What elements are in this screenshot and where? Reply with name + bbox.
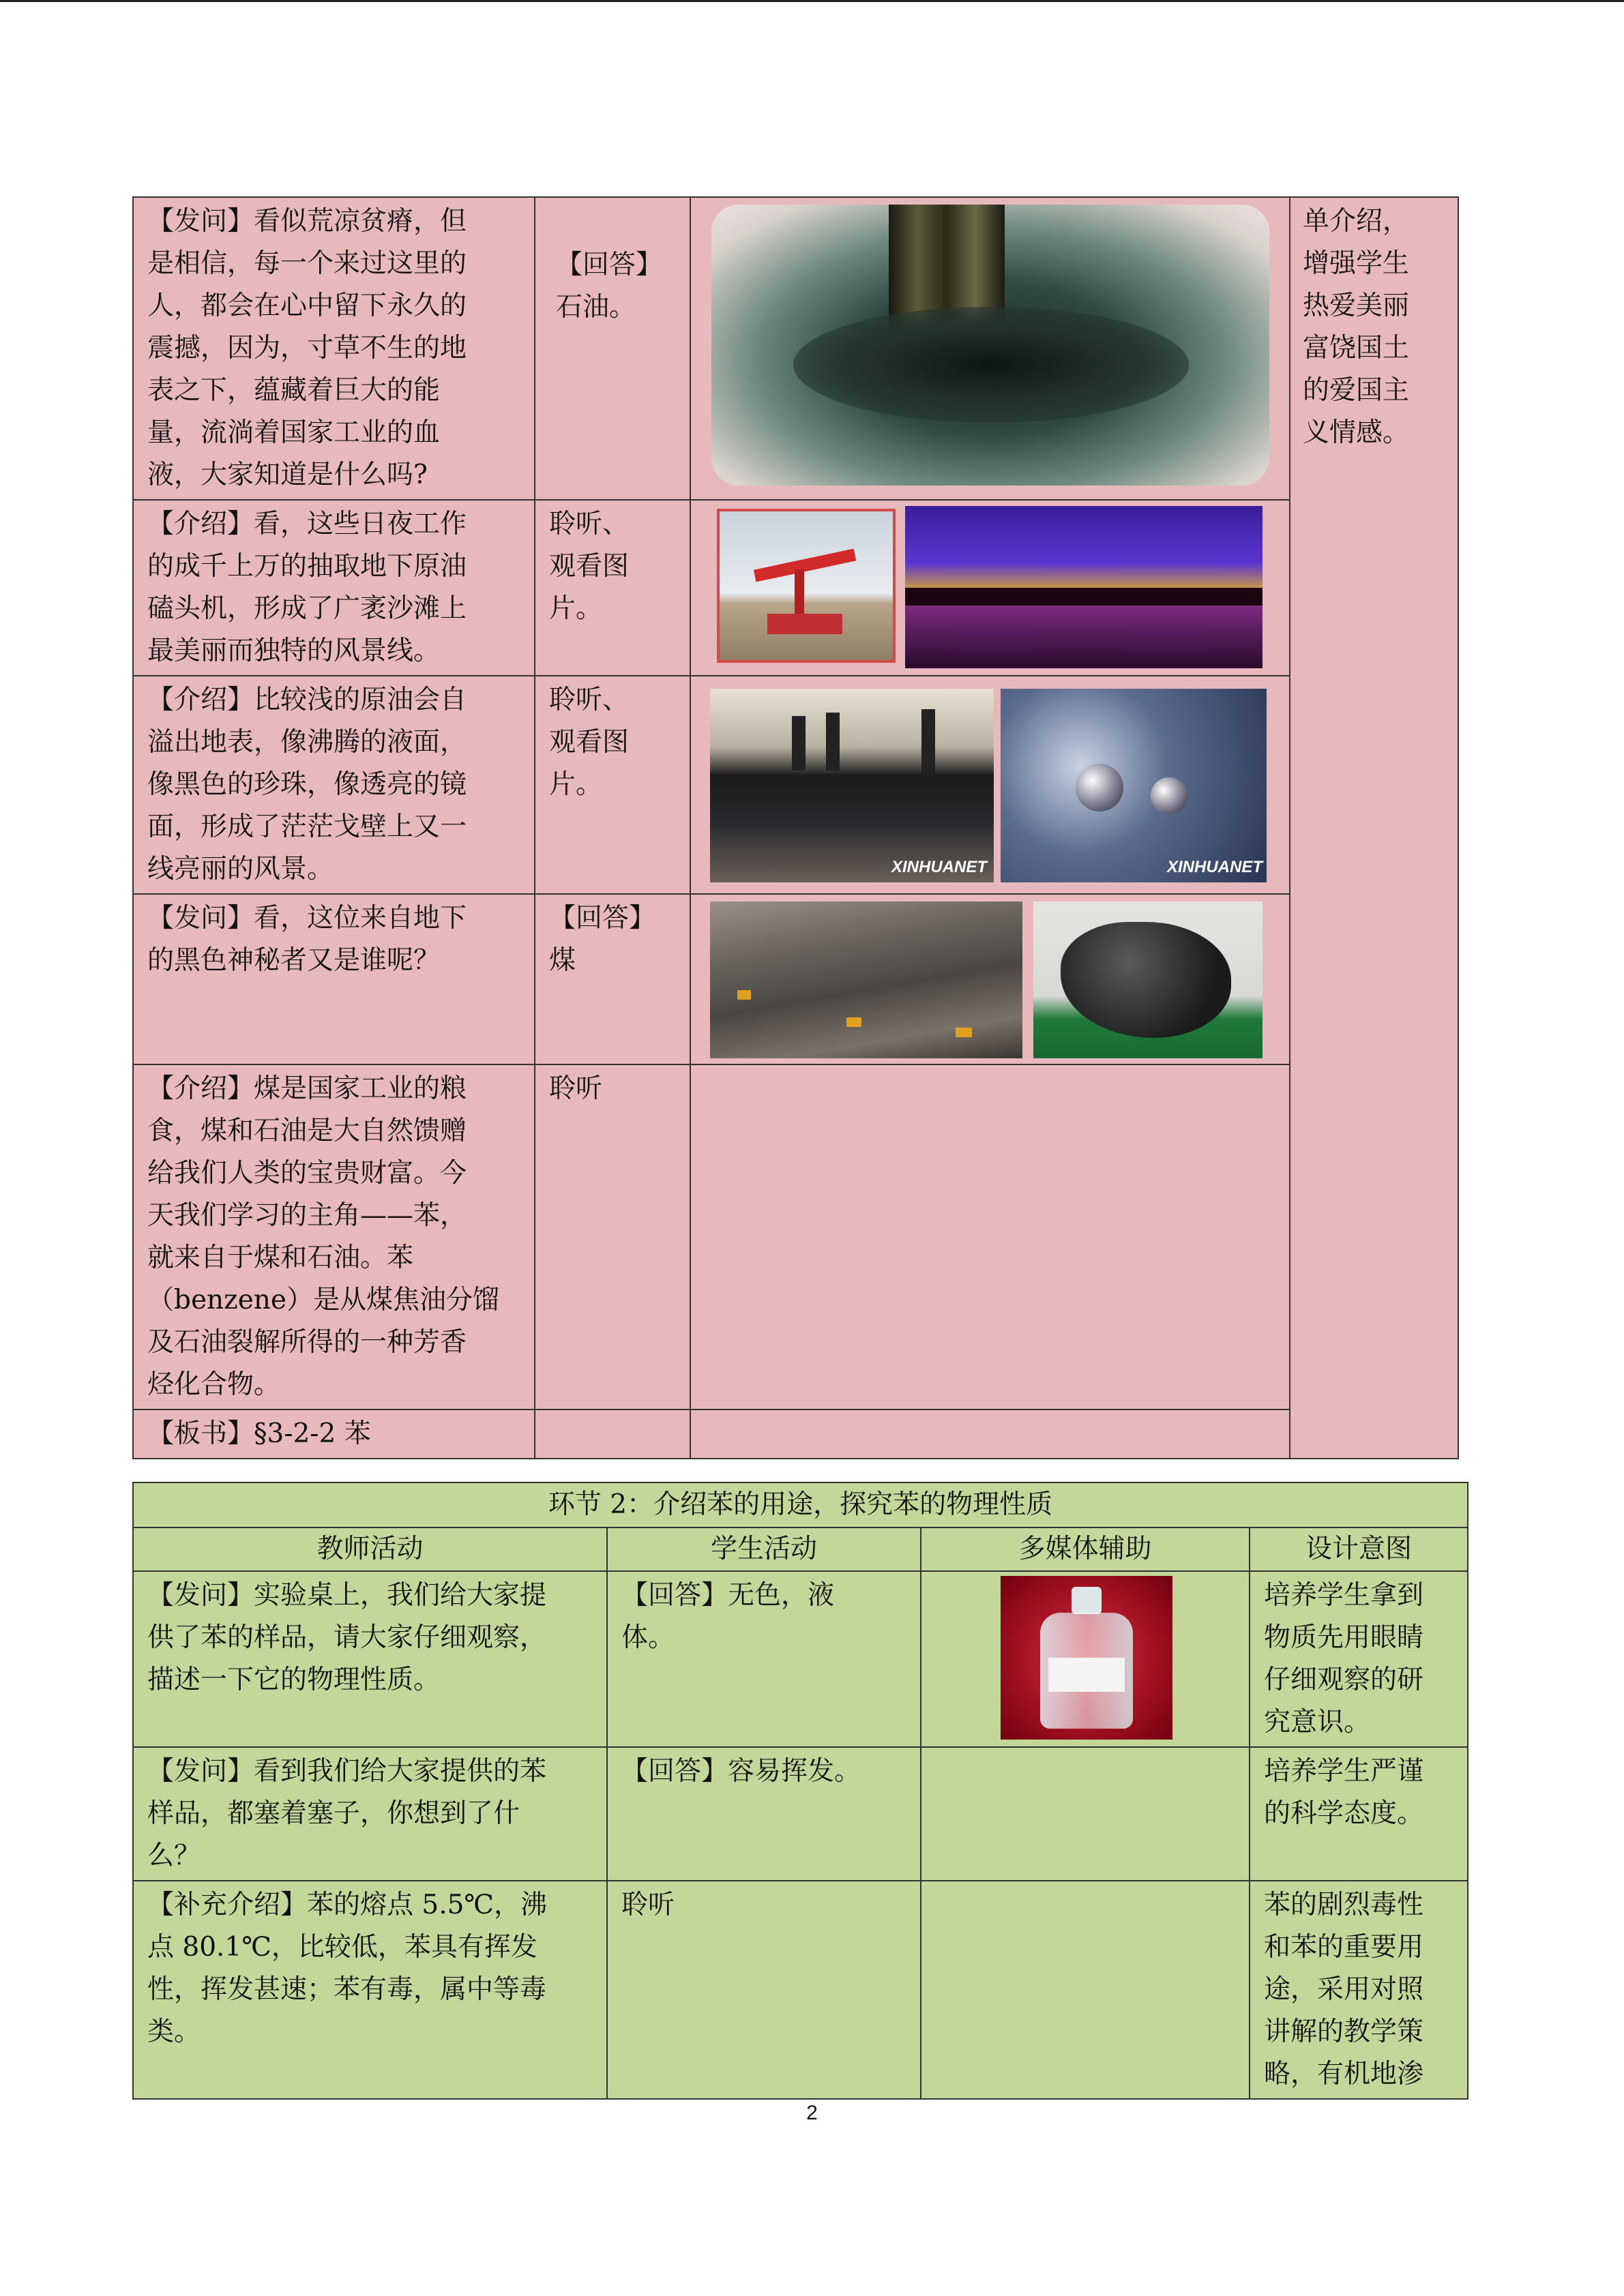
column-header-teacher: 教师活动 (133, 1527, 607, 1571)
column-header-multimedia: 多媒体辅助 (921, 1527, 1250, 1571)
teacher-activity-cell: 【发问】实验桌上，我们给大家提 供了苯的样品，请大家仔细观察， 描述一下它的物理性质。 (133, 1571, 607, 1747)
multimedia-cell (921, 1881, 1250, 2099)
multimedia-cell (690, 197, 1290, 500)
teacher-activity-cell: 【介绍】煤是国家工业的粮 食，煤和石油是大自然馈赠 给我们人类的宝贵财富。今 天我们学习的主角——苯， 就来自于煤和石油。苯 （benzene）是从煤焦油分馏 及石油裂解所得的一种芳香 烃化合物。 (133, 1064, 535, 1410)
multimedia-cell (690, 676, 1290, 894)
design-intent-cell: 培养学生拿到 物质先用眼睛 仔细观察的研 究意识。 (1250, 1571, 1468, 1747)
oil-bubbles-image (1001, 689, 1267, 882)
page-top-border (0, 0, 1624, 2)
watermark-text: XINHUANET (891, 858, 987, 876)
student-activity-cell: 【回答】 煤 (535, 894, 690, 1064)
page-number: 2 (806, 2102, 818, 2124)
teacher-activity-cell: 【介绍】比较浅的原油会自 溢出地表，像沸腾的液面， 像黑色的珍珠，像透亮的镜 面，形成了茫茫戈壁上又一 线亮丽的风景。 (133, 676, 535, 894)
multimedia-cell (690, 1410, 1290, 1459)
coal-mine-image (710, 901, 1022, 1058)
student-activity-cell: 聆听、 观看图 片。 (535, 676, 690, 894)
pumpjacks-sunset-image (905, 506, 1263, 668)
student-activity-cell: 【回答】无色，液 体。 (607, 1571, 921, 1747)
multimedia-cell (690, 1064, 1290, 1410)
multimedia-cell (921, 1571, 1250, 1747)
teacher-activity-cell: 【发问】看似荒凉贫瘠，但 是相信，每一个来过这里的 人，都会在心中留下永久的 震撼，因为，寸草不生的地 表之下，蕴藏着巨大的能 量，流淌着国家工业的血 液，大家知道是什么吗? (133, 197, 535, 500)
oil-gusher-image (711, 205, 1269, 486)
benzene-bottle-image (1001, 1576, 1172, 1740)
teacher-activity-cell: 【发问】看到我们给大家提供的苯 样品，都塞着塞子，你想到了什 么？ (133, 1747, 607, 1881)
design-intent-cell: 苯的剧烈毒性 和苯的重要用 途，采用对照 讲解的教学策 略，有机地渗 (1250, 1881, 1468, 2099)
lesson-table-section2 (132, 1482, 1468, 2100)
oil-pool-people-image (710, 689, 994, 882)
blackboard-cell: 【板书】§3-2-2 苯 (133, 1410, 535, 1459)
design-intent-cell: 单介绍， 增强学生 热爱美丽 富饶国土 的爱国主 义情感。 (1290, 197, 1458, 1459)
teacher-activity-cell: 【介绍】看，这些日夜工作 的成千上万的抽取地下原油 磕头机，形成了广袤沙滩上 最美丽而独特的风景线。 (133, 500, 535, 676)
teacher-activity-cell: 【发问】看，这位来自地下 的黑色神秘者又是谁呢？ (133, 894, 535, 1064)
student-activity-cell (535, 1410, 690, 1459)
section-title: 环节 2：介绍苯的用途，探究苯的物理性质 (133, 1482, 1468, 1527)
column-header-intent: 设计意图 (1250, 1527, 1468, 1571)
student-activity-cell: 聆听、 观看图 片。 (535, 500, 690, 676)
lesson-table-section1 (132, 196, 1459, 1459)
pumpjack-desert-image (717, 509, 896, 663)
student-activity-cell: 聆听 (607, 1881, 921, 2099)
student-activity-cell: 【回答】容易挥发。 (607, 1747, 921, 1881)
multimedia-cell (690, 894, 1290, 1064)
column-header-student: 学生活动 (607, 1527, 921, 1571)
design-intent-cell: 培养学生严谨 的科学态度。 (1250, 1747, 1468, 1881)
multimedia-cell (690, 500, 1290, 676)
student-activity-cell: 【回答】 石油。 (535, 197, 690, 500)
student-activity-cell: 聆听 (535, 1064, 690, 1410)
multimedia-cell (921, 1747, 1250, 1881)
coal-lump-image (1033, 901, 1263, 1058)
teacher-activity-cell: 【补充介绍】苯的熔点 5.5℃，沸 点 80.1℃，比较低，苯具有挥发 性，挥发甚速；苯有毒，属中等毒 类。 (133, 1881, 607, 2099)
watermark-text: XINHUANET (1166, 858, 1263, 876)
